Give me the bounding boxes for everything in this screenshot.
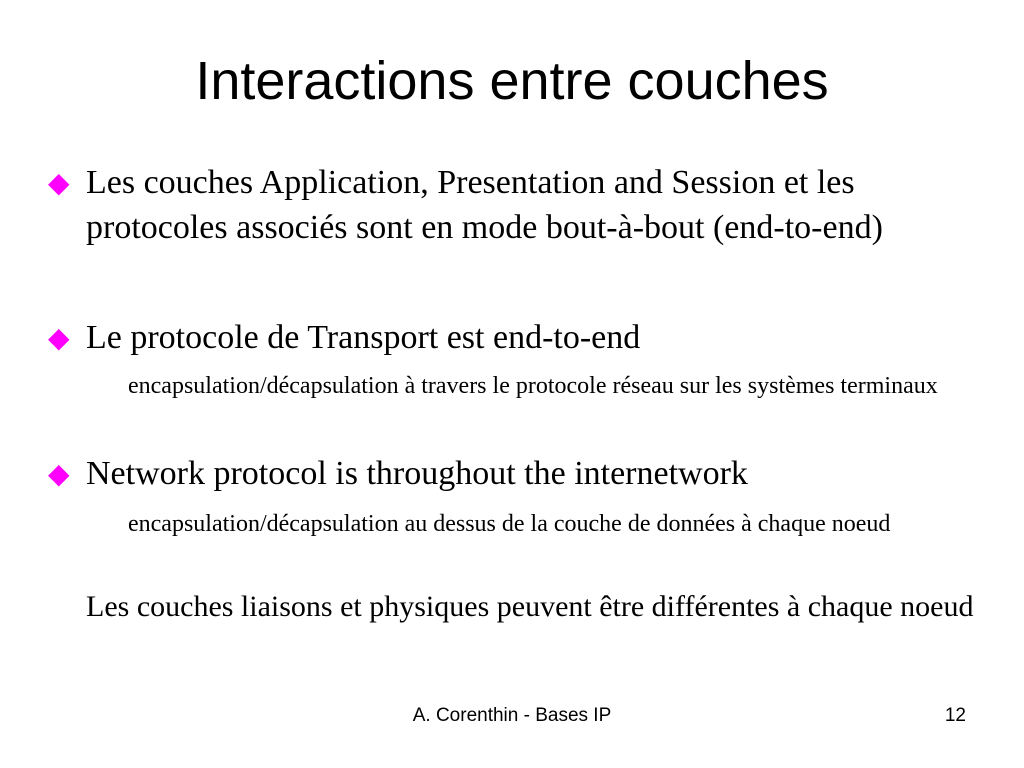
slide-title: Interactions entre couches [195,51,829,111]
bullet-text: Network protocol is throughout the internetwork [86,455,748,492]
diamond-bullet-icon: ◆ [48,457,70,490]
bullet-text: Le protocole de Transport est end-to-end [86,319,641,356]
diamond-bullet-icon: ◆ [48,321,70,354]
diamond-bullet-icon: ◆ [48,166,70,199]
bullet-text: Les couches Application, Presentation and Session et les protocoles associés sont en mode bout-à-bout (end-to-end) [86,164,883,246]
bullet-item-3 [48,451,978,496]
footer-author: A. Corenthin - Bases IP [412,705,612,726]
sub-item-1: encapsulation/décapsulation à travers le protocole réseau sur les systèmes terminaux [128,373,938,399]
bullet-item-1 [48,160,978,250]
note-paragraph: Les couches liaisons et physiques peuvent être différentes à chaque noeud [86,590,974,623]
bullet-item-2 [48,315,978,360]
sub-item-2: encapsulation/décapsulation au dessus de la couche de données à chaque noeud [128,511,891,537]
page-number: 12 [944,705,966,726]
